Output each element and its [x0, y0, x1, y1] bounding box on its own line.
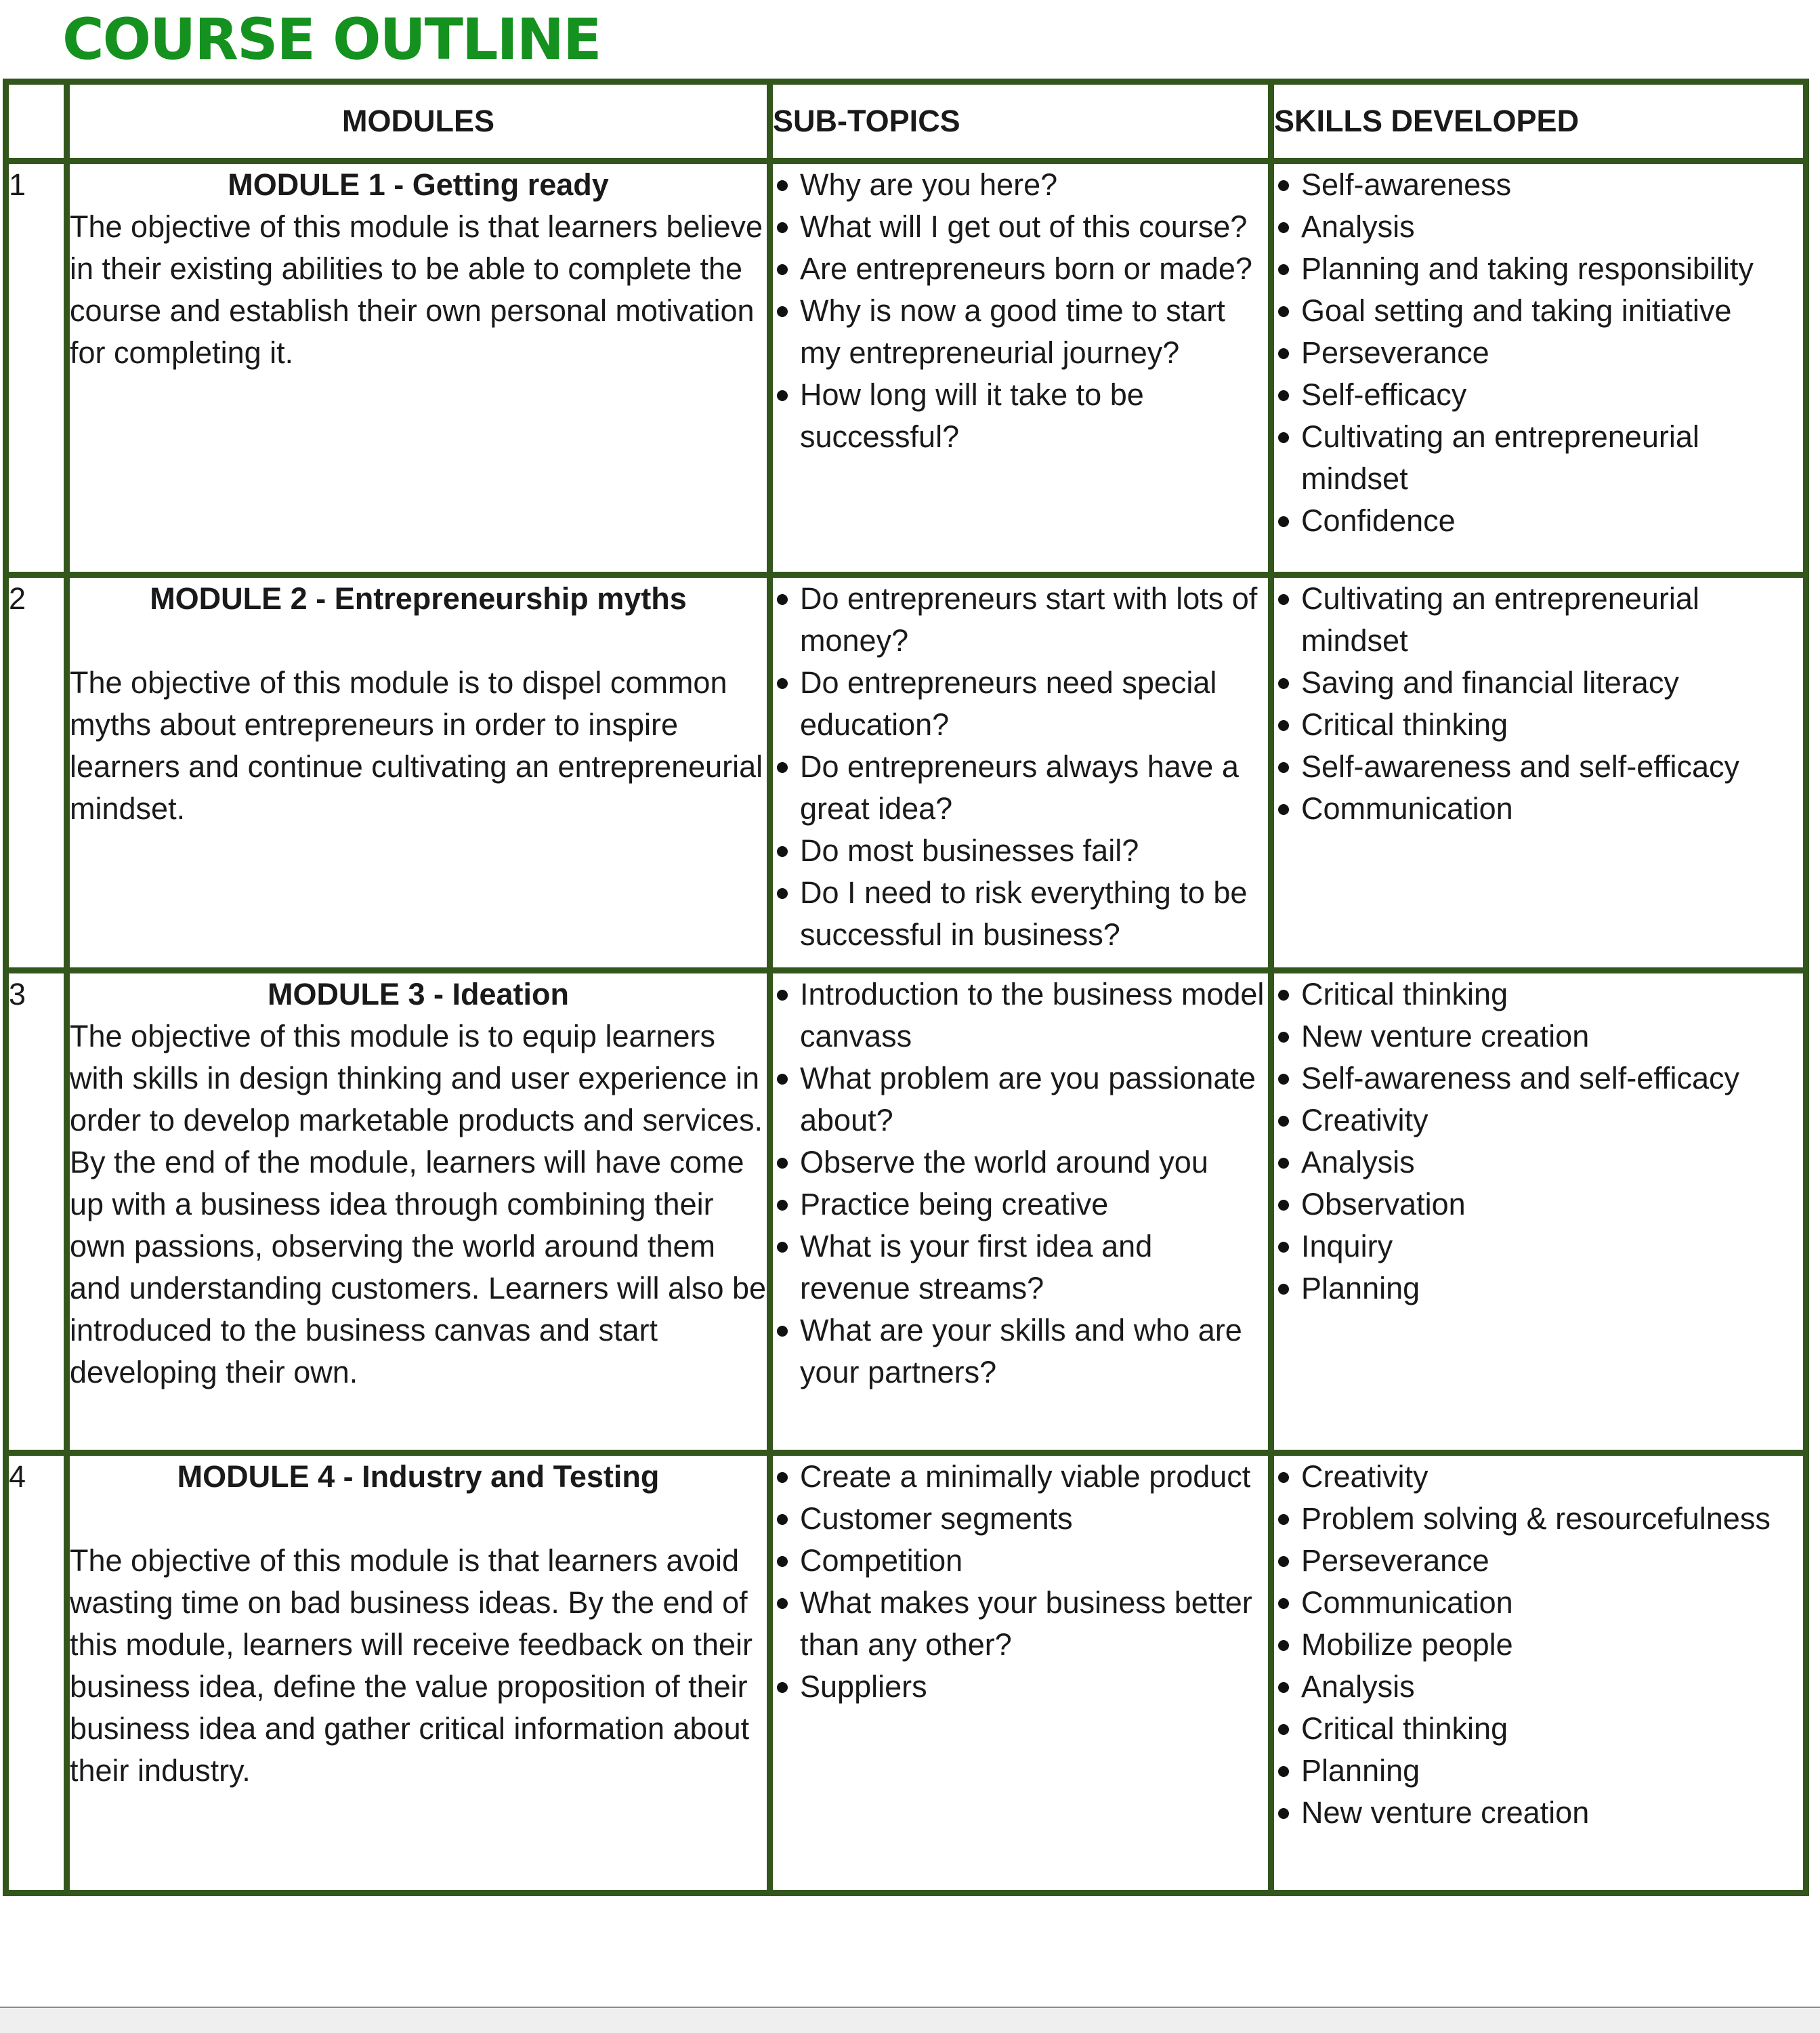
subtopics-cell [770, 575, 1271, 971]
skill-item: Planning and taking responsibility [1274, 248, 1803, 290]
skills-list [1274, 164, 1803, 542]
skill-item: Communication [1274, 788, 1803, 830]
skill-item: Communication [1274, 1582, 1803, 1624]
module-title: MODULE 2 - Entrepreneurship myths [150, 581, 687, 616]
subtopic-item: Why are you here? [773, 164, 1268, 206]
skill-item: Self-awareness and self-efficacy [1274, 746, 1803, 788]
skill-item: Cultivating an entrepreneurial mindset [1274, 416, 1803, 500]
header-skills: SKILLS DEVELOPED [1271, 82, 1806, 161]
skill-item: Problem solving & resourcefulness [1274, 1498, 1803, 1540]
skills-list [1274, 1456, 1803, 1834]
module-row-2 [6, 575, 1806, 971]
module-title: MODULE 4 - Industry and Testing [177, 1459, 660, 1494]
module-title: MODULE 1 - Getting ready [228, 167, 609, 202]
skill-item: Perseverance [1274, 1540, 1803, 1582]
skill-item: Creativity [1274, 1099, 1803, 1141]
subtopic-item: Do I need to risk everything to be successful in business? [773, 872, 1268, 956]
subtopic-item: Competition [773, 1540, 1268, 1582]
subtopic-item: Observe the world around you [773, 1141, 1268, 1183]
skill-item: New venture creation [1274, 1792, 1803, 1834]
subtopic-item: How long will it take to be successful? [773, 374, 1268, 458]
subtopic-item: What is your first idea and revenue streams? [773, 1225, 1268, 1309]
skill-item: Self-efficacy [1274, 374, 1803, 416]
subtopics-list [773, 1456, 1268, 1708]
skill-item: New venture creation [1274, 1015, 1803, 1057]
row-number: 4 [6, 1453, 67, 1893]
skill-item: Observation [1274, 1183, 1803, 1225]
skills-list [1274, 973, 1803, 1309]
skill-item: Analysis [1274, 1666, 1803, 1708]
subtopic-item: Create a minimally viable product [773, 1456, 1268, 1498]
module-cell [67, 161, 770, 575]
skill-item: Planning [1274, 1267, 1803, 1309]
header-row [6, 82, 1806, 161]
skill-item: Perseverance [1274, 332, 1803, 374]
skill-item: Goal setting and taking initiative [1274, 290, 1803, 332]
course-outline-table [3, 79, 1809, 1896]
subtopics-list [773, 578, 1268, 956]
skill-item: Cultivating an entrepreneurial mindset [1274, 578, 1803, 662]
skill-item: Analysis [1274, 1141, 1803, 1183]
skill-item: Creativity [1274, 1456, 1803, 1498]
skill-item: Confidence [1274, 500, 1803, 542]
subtopic-item: Do entrepreneurs need special education? [773, 662, 1268, 746]
skills-cell [1271, 971, 1806, 1453]
module-cell [67, 1453, 770, 1893]
subtopic-item: Why is now a good time to start my entrepreneurial journey? [773, 290, 1268, 374]
skill-item: Planning [1274, 1750, 1803, 1792]
skill-item: Saving and financial literacy [1274, 662, 1803, 704]
skill-item: Inquiry [1274, 1225, 1803, 1267]
skill-item: Self-awareness and self-efficacy [1274, 1057, 1803, 1099]
header-modules: MODULES [67, 82, 770, 161]
row-number: 1 [6, 161, 67, 575]
skills-cell [1271, 161, 1806, 575]
page-bottom-edge [0, 2007, 1820, 2033]
subtopic-item: What problem are you passionate about? [773, 1057, 1268, 1141]
module-description: The objective of this module is to dispel common myths about entrepreneurs in order to inspire learners and continue cultivating an entrepreneurial mindset. [70, 665, 763, 826]
subtopic-item: What are your skills and who are your partners? [773, 1309, 1268, 1393]
skill-item: Critical thinking [1274, 1708, 1803, 1750]
subtopic-item: Suppliers [773, 1666, 1268, 1708]
subtopic-item: What makes your business better than any other? [773, 1582, 1268, 1666]
subtopic-item: Are entrepreneurs born or made? [773, 248, 1268, 290]
subtopics-cell [770, 971, 1271, 1453]
module-row-4 [6, 1453, 1806, 1893]
subtopic-item: Practice being creative [773, 1183, 1268, 1225]
subtopics-cell [770, 161, 1271, 575]
header-subtopics: SUB-TOPICS [770, 82, 1271, 161]
module-row-1 [6, 161, 1806, 575]
skills-cell [1271, 1453, 1806, 1893]
row-number: 3 [6, 971, 67, 1453]
skill-item: Critical thinking [1274, 973, 1803, 1015]
page-title: COURSE OUTLINE [62, 6, 601, 72]
skill-item: Analysis [1274, 206, 1803, 248]
subtopic-item: Do entrepreneurs start with lots of money? [773, 578, 1268, 662]
module-description: The objective of this module is that learners believe in their existing abilities to be able to complete the course and establish their own personal motivation for completing it. [70, 209, 763, 370]
module-row-3 [6, 971, 1806, 1453]
subtopic-item: Introduction to the business model canvass [773, 973, 1268, 1057]
skill-item: Critical thinking [1274, 704, 1803, 746]
skill-item: Mobilize people [1274, 1624, 1803, 1666]
skills-list [1274, 578, 1803, 830]
subtopics-list [773, 973, 1268, 1393]
subtopic-item: Do entrepreneurs always have a great idea? [773, 746, 1268, 830]
subtopic-item: Customer segments [773, 1498, 1268, 1540]
module-cell [67, 971, 770, 1453]
module-title: MODULE 3 - Ideation [267, 977, 569, 1011]
subtopics-cell [770, 1453, 1271, 1893]
subtopic-item: Do most businesses fail? [773, 830, 1268, 872]
header-number [6, 82, 67, 161]
skills-cell [1271, 575, 1806, 971]
subtopics-list [773, 164, 1268, 458]
skill-item: Self-awareness [1274, 164, 1803, 206]
module-cell [67, 575, 770, 971]
module-description: The objective of this module is to equip learners with skills in design thinking and user experience in order to develop marketable products and services. By the end of the module, learners will have come up with a business idea through combining their own passions, observing the world around them and understanding customers. Learners will also be introduced to the business canvas and start developing their own. [70, 1019, 767, 1389]
subtopic-item: What will I get out of this course? [773, 206, 1268, 248]
row-number: 2 [6, 575, 67, 971]
module-description: The objective of this module is that learners avoid wasting time on bad business ideas. By the end of this module, learners will receive feedback on their business idea, define the value proposition of their business idea and gather critical information about their industry. [70, 1543, 753, 1788]
